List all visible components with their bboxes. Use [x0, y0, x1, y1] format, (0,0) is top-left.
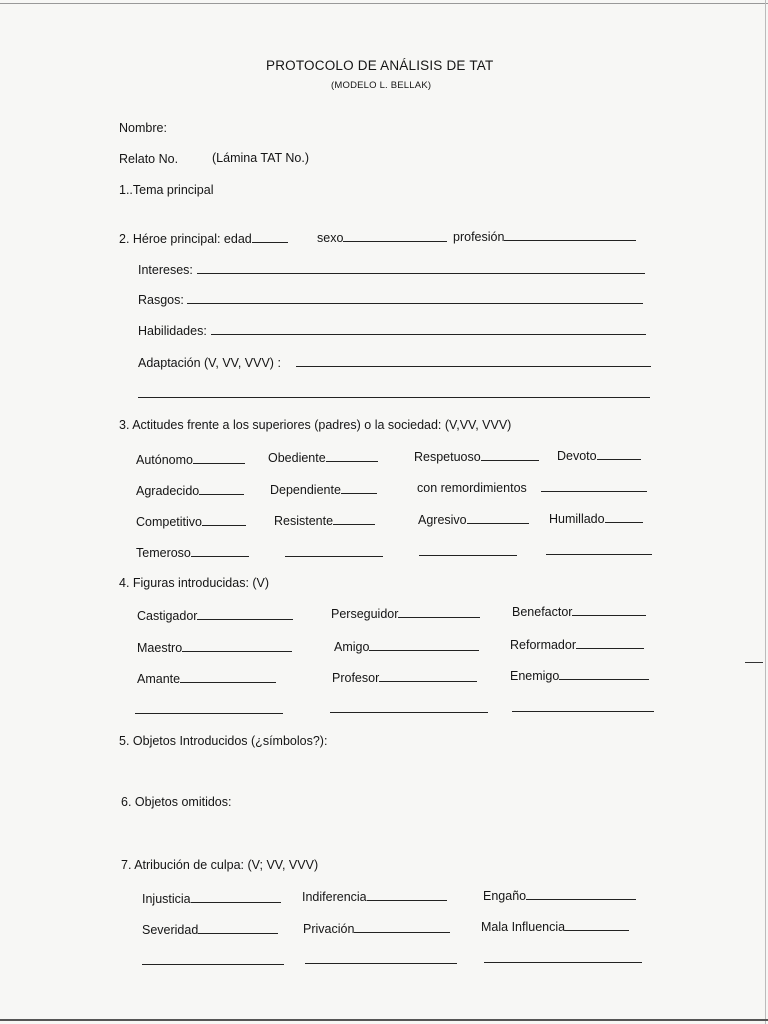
- section3-extra-line-3[interactable]: [546, 554, 652, 555]
- mala-influencia-item: Mala Influencia: [481, 919, 629, 935]
- profesor-item: Profesor: [332, 670, 477, 686]
- severidad-field[interactable]: [198, 922, 278, 934]
- competitivo-field[interactable]: [202, 514, 246, 526]
- humillado-item: Humillado: [549, 511, 643, 527]
- autonomo-item: Autónomo: [136, 452, 245, 468]
- section5-heading: 5. Objetos Introducidos (¿símbolos?):: [119, 734, 328, 748]
- devoto-field[interactable]: [597, 448, 641, 460]
- respetuoso-item: Respetuoso: [414, 449, 539, 465]
- section7-extra-line-3[interactable]: [484, 962, 642, 963]
- resistente-field[interactable]: [333, 513, 375, 525]
- competitivo-item: Competitivo: [136, 514, 246, 530]
- devoto-item: Devoto: [557, 448, 641, 464]
- benefactor-field[interactable]: [572, 604, 646, 616]
- section7-extra-line-1[interactable]: [142, 964, 284, 965]
- benefactor-item: Benefactor: [512, 604, 646, 620]
- intereses-field[interactable]: [197, 273, 645, 274]
- privacion-item: Privación: [303, 921, 450, 937]
- obediente-field[interactable]: [326, 450, 378, 462]
- scan-mark: [745, 662, 763, 663]
- severidad-item: Severidad: [142, 922, 278, 938]
- profesion-label: profesión: [453, 229, 636, 245]
- indiferencia-item: Indiferencia: [302, 889, 447, 905]
- amante-item: Amante: [137, 671, 276, 687]
- agradecido-item: Agradecido: [136, 483, 244, 499]
- autonomo-field[interactable]: [193, 452, 245, 464]
- agresivo-field[interactable]: [467, 512, 529, 524]
- obediente-item: Obediente: [268, 450, 378, 466]
- section4-extra-line-3[interactable]: [512, 711, 654, 712]
- scan-right-edge: [765, 0, 766, 1024]
- section4-extra-line-1[interactable]: [135, 713, 283, 714]
- nombre-label: Nombre:: [119, 121, 167, 135]
- remordimientos-field[interactable]: [541, 491, 647, 492]
- engano-field[interactable]: [526, 888, 636, 900]
- respetuoso-field[interactable]: [481, 449, 539, 461]
- document-title: PROTOCOLO DE ANÁLISIS DE TAT: [266, 58, 494, 73]
- scan-bottom-edge: [0, 1019, 768, 1021]
- indiferencia-field[interactable]: [367, 889, 447, 901]
- castigador-item: Castigador: [137, 608, 293, 624]
- maestro-field[interactable]: [182, 640, 292, 652]
- engano-item: Engaño: [483, 888, 636, 904]
- temeroso-field[interactable]: [191, 545, 249, 557]
- rasgos-label: Rasgos:: [138, 293, 184, 307]
- rasgos-field[interactable]: [187, 303, 643, 304]
- heroe-edad-label: 2. Héroe principal: edad: [119, 231, 288, 247]
- dependiente-item: Dependiente: [270, 482, 377, 498]
- section4-heading: 4. Figuras introducidas: (V): [119, 576, 270, 590]
- perseguidor-field[interactable]: [398, 606, 480, 618]
- intereses-label: Intereses:: [138, 263, 193, 277]
- dependiente-field[interactable]: [341, 482, 377, 494]
- privacion-field[interactable]: [354, 921, 450, 933]
- reformador-field[interactable]: [576, 637, 644, 649]
- humillado-field[interactable]: [605, 511, 643, 523]
- section3-extra-line-1[interactable]: [285, 556, 383, 557]
- adaptacion-field[interactable]: [296, 366, 651, 367]
- resistente-item: Resistente: [274, 513, 375, 529]
- profesion-field[interactable]: [504, 229, 636, 241]
- habilidades-label: Habilidades:: [138, 324, 207, 338]
- amante-field[interactable]: [180, 671, 276, 683]
- amigo-item: Amigo: [334, 639, 479, 655]
- remordimientos-item: con remordimientos: [417, 481, 527, 495]
- document-subtitle: (MODELO L. BELLAK): [331, 80, 432, 91]
- section6-heading: 6. Objetos omitidos:: [121, 795, 232, 809]
- injusticia-field[interactable]: [191, 891, 281, 903]
- lamina-label: (Lámina TAT No.): [212, 151, 310, 165]
- enemigo-item: Enemigo: [510, 668, 649, 684]
- temeroso-item: Temeroso: [136, 545, 249, 561]
- perseguidor-item: Perseguidor: [331, 606, 480, 622]
- amigo-field[interactable]: [369, 639, 479, 651]
- section7-extra-line-2[interactable]: [305, 963, 457, 964]
- habilidades-field[interactable]: [211, 334, 646, 335]
- adaptacion-label: Adaptación (V, VV, VVV) :: [138, 356, 281, 370]
- section3-heading: 3. Actitudes frente a los superiores (padres) o la sociedad: (V,VV, VVV): [119, 418, 512, 432]
- castigador-field[interactable]: [197, 608, 293, 620]
- maestro-item: Maestro: [137, 640, 292, 656]
- agradecido-field[interactable]: [199, 483, 244, 495]
- sexo-label: sexo: [317, 230, 447, 246]
- enemigo-field[interactable]: [559, 668, 649, 680]
- section3-extra-line-2[interactable]: [419, 555, 517, 556]
- reformador-item: Reformador: [510, 637, 644, 653]
- profesor-field[interactable]: [379, 670, 477, 682]
- tema-principal-label: 1..Tema principal: [119, 183, 214, 197]
- section7-heading: 7. Atribución de culpa: (V; VV, VVV): [121, 858, 319, 872]
- mala-influencia-field[interactable]: [565, 919, 629, 931]
- adaptacion-extra-line[interactable]: [138, 397, 650, 398]
- sexo-field[interactable]: [343, 230, 447, 242]
- relato-label: Relato No.: [119, 152, 179, 166]
- section4-extra-line-2[interactable]: [330, 712, 488, 713]
- edad-field[interactable]: [252, 231, 288, 243]
- scan-top-edge: [0, 3, 768, 4]
- injusticia-item: Injusticia: [142, 891, 281, 907]
- agresivo-item: Agresivo: [418, 512, 529, 528]
